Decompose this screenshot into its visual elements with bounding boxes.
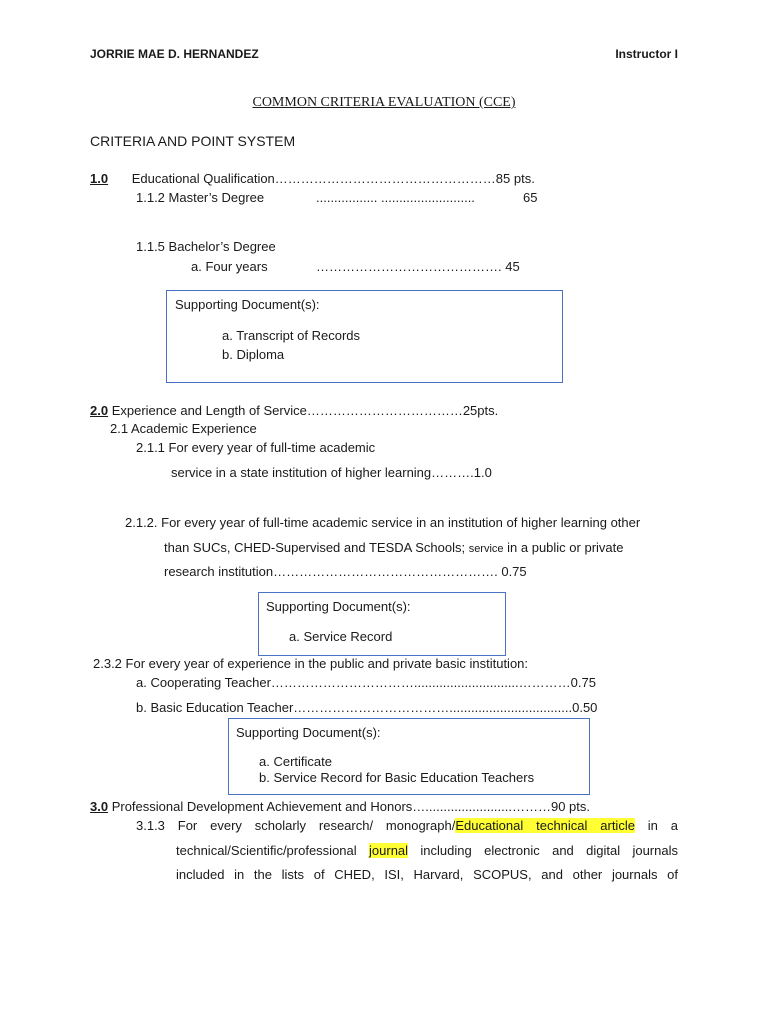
item-1-1-2-points: 65	[523, 190, 538, 205]
item-2-1-1-line2: service in a state institution of higher learning……….1.0	[171, 465, 492, 480]
text-fragment-small: service	[468, 543, 504, 555]
item-1-1-2: 1.1.2 Master’s Degree	[136, 190, 265, 205]
text-fragment: technical/Scientific/professional	[176, 843, 370, 858]
item-2-1-2-line1: 2.1.2. For every year of full-time academic service in an institution of higher learning other	[125, 515, 641, 530]
item-2-1-2-line2	[164, 540, 623, 555]
item-2-1-2-line3: research institution……………………………………………. 0.75	[164, 564, 527, 579]
section-subtitle: CRITERIA AND POINT SYSTEM	[90, 133, 296, 149]
box-item: b. Service Record for Basic Education Teachers	[259, 770, 535, 785]
supporting-documents-box-1	[166, 290, 563, 383]
supporting-documents-box-2	[258, 592, 506, 656]
item-2-3-2: 2.3.2 For every year of experience in the public and private basic institution:	[93, 656, 529, 671]
section-1-heading	[90, 171, 535, 186]
section-3-text: Professional Development Achievement and Honors…........................………90 pts.	[108, 799, 591, 814]
section-2-number: 2.0	[90, 403, 109, 418]
author-position: Instructor I	[615, 47, 678, 61]
box-item: a. Certificate	[259, 754, 332, 769]
section-3-heading	[90, 799, 590, 814]
item-2-3-2-b: b. Basic Education Teacher………………………………..................................0.50	[136, 700, 598, 715]
item-2-1: 2.1 Academic Experience	[110, 421, 257, 436]
section-1-text: Educational Qualification……………………………………………85 pts.	[131, 171, 535, 186]
item-1-1-5-a-dots: ……………………………………. 45	[316, 259, 520, 274]
box-title: Supporting Document(s):	[236, 725, 381, 740]
highlighted-text: Educational technical article	[455, 818, 635, 833]
highlighted-text: journal	[369, 843, 409, 858]
box-item: b. Diploma	[222, 347, 285, 362]
section-1-number: 1.0	[90, 171, 109, 186]
item-3-1-3-line1	[136, 818, 678, 833]
box-title: Supporting Document(s):	[266, 599, 411, 614]
item-1-1-5: 1.1.5 Bachelor’s Degree	[136, 239, 276, 254]
item-1-1-5-a: a. Four years	[191, 259, 268, 274]
section-2-text: Experience and Length of Service………………………………25pts.	[108, 403, 499, 418]
text-fragment: than SUCs, CHED-Supervised and TESDA Schools;	[164, 540, 469, 555]
item-1-1-2-dots: ................. ..........................	[316, 190, 475, 205]
section-2-heading	[90, 403, 498, 418]
text-fragment: including electronic and digital journals	[408, 843, 678, 858]
document-title: COMMON CRITERIA EVALUATION (CCE)	[252, 95, 516, 110]
item-2-3-2-a: a. Cooperating Teacher…………………………….............................…………0.75	[136, 675, 596, 690]
item-3-1-3-line2	[176, 843, 678, 858]
text-fragment: 3.1.3 For every scholarly research/ monograph/	[136, 818, 456, 833]
author-name: JORRIE MAE D. HERNANDEZ	[90, 47, 259, 61]
item-3-1-3-line3: included in the lists of CHED, ISI, Harvard, SCOPUS, and other journals of	[176, 867, 678, 882]
item-2-1-1-line1: 2.1.1 For every year of full-time academic	[136, 440, 376, 455]
text-fragment: in a public or private	[503, 540, 624, 555]
supporting-documents-box-3	[228, 718, 590, 795]
box-title: Supporting Document(s):	[175, 297, 320, 312]
box-item: a. Service Record	[289, 629, 393, 644]
box-item: a. Transcript of Records	[222, 328, 360, 343]
text-fragment: in a	[634, 818, 678, 833]
section-3-number: 3.0	[90, 799, 109, 814]
